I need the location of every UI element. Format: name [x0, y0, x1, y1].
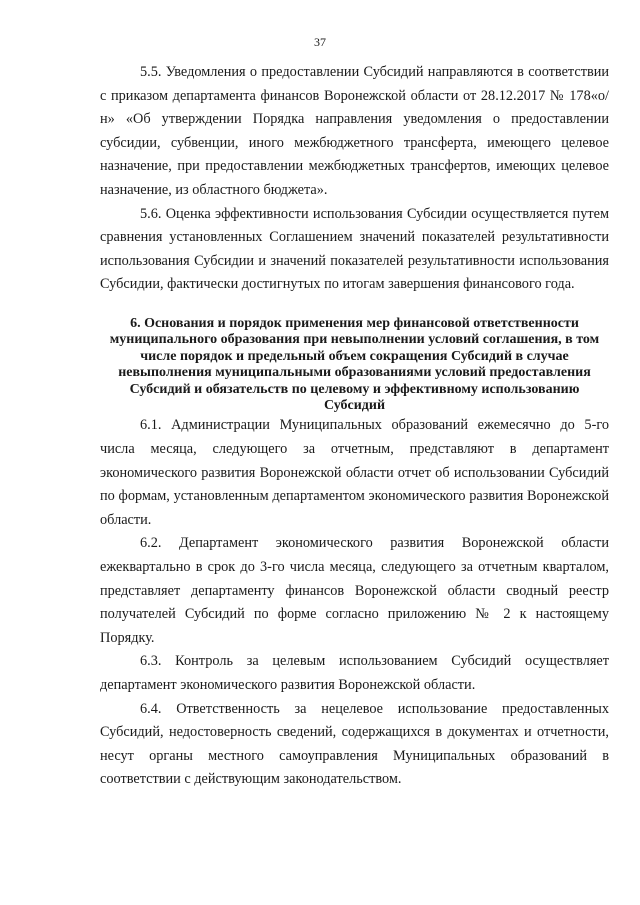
- paragraph-6-1: 6.1. Администрации Муниципальных образований ежемесячно до 5-го числа месяца, следующего за отчетным, представляют в департамент экономического развития Воронежской области отчет об использовании Субсидий по формам, установленным департаментом экономического развития Воронежской области.: [100, 417, 609, 528]
- section-6-heading: 6. Основания и порядок применения мер финансовой ответственности муниципального образования при невыполнении условий соглашения, в том числе порядок и предельный объем сокращения Субсидий в случае невыполнения муниципальными образованиями условий предоставления Субсидий и обязательств по целевому и эффективному использованию Субсидий: [109, 315, 600, 413]
- page-number: 37: [314, 35, 326, 49]
- paragraph-6-3: 6.3. Контроль за целевым использованием Субсидий осуществляет департамент экономического развития Воронежской области.: [100, 653, 609, 693]
- paragraph-5-5: 5.5. Уведомления о предоставлении Субсидий направляются в соответствии с приказом департамента финансов Воронежской области от 28.12.2017 № 178«о/н» «Об утверждении Порядка направления уведомления о предоставлении субсидии, субвенции, иного межбюджетного трансферта, имеющего целевое назначение, при предоставлении межбюджетных трансфертов, имеющих целевое назначение, из областного бюджета».: [100, 64, 609, 198]
- paragraph-6-2: 6.2. Департамент экономического развития Воронежской области ежеквартально в срок до 3-го числа месяца, следующего за отчетным кварталом, представляет департаменту финансов Воронежской области сводный реестр получателей Субсидий по форме согласно приложению № 2 к настоящему Порядку.: [100, 535, 609, 646]
- document-body: [100, 61, 609, 792]
- paragraph-5-6: 5.6. Оценка эффективности использования Субсидии осуществляется путем сравнения установленных Соглашением значений показателей результативности использования Субсидии и значений показателей результативности использования Субсидии, фактически достигнутых по итогам завершения финансового года.: [100, 205, 609, 293]
- paragraph-6-4: 6.4. Ответственность за нецелевое использование предоставленных Субсидий, недостоверность сведений, содержащихся в документах и отчетности, несут органы местного самоуправления Муниципальных образований в соответствии с действующим законодательством.: [100, 700, 609, 788]
